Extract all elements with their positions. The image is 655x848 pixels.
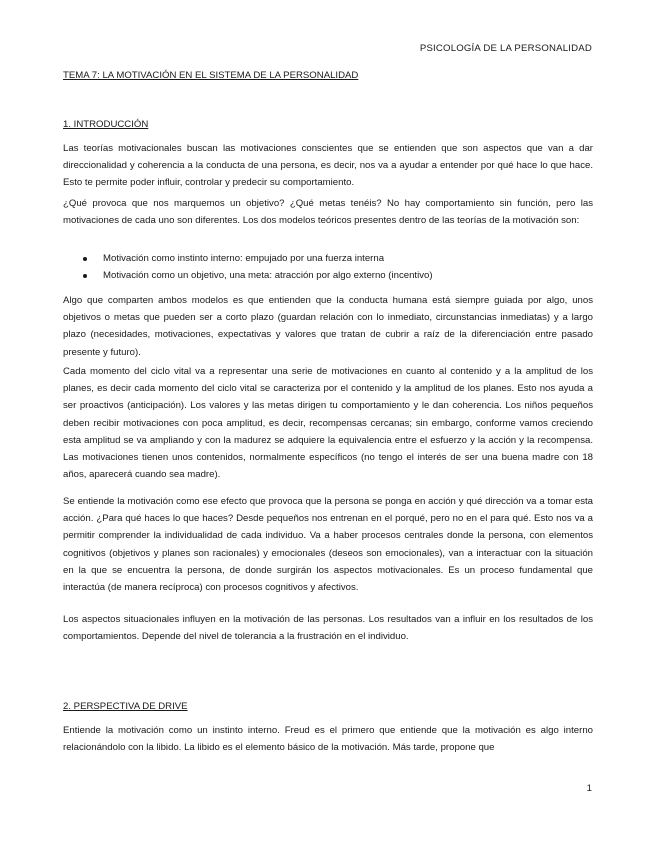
paragraph: ¿Qué provoca que nos marquemos un objetivo? ¿Qué metas tenéis? No hay comportamiento sin función, pero las motivaciones de cada uno son diferentes. Los dos modelos teóricos presentes dentro de las teorías de la motivación son: [63, 198, 593, 227]
paragraph: Se entiende la motivación como ese efecto que provoca que la persona se ponga en acción y qué dirección va a tomar esta acción. ¿Para qué haces lo que haces? Desde pequeños nos entrenan en el porqué, pero no en el para qué. Esto nos va a permitir comprender la individualidad de cada individuo. Va a haber procesos centrales donde la persona, con elementos cognitivos (objetivos y planes son racionales) y emocionales (deseos son emocionales), van a interactuar con la situación en la que se encuentra la persona, de donde surgirán los aspectos motivacionales. Es un proceso fundamental que interactúa (de manera recíproca) con procesos cognitivos y afectivos. [63, 496, 593, 594]
bullet-icon [83, 257, 87, 261]
bullet-list [63, 250, 593, 284]
paragraph: Las teorías motivacionales buscan las motivaciones conscientes que se entienden que son aspectos que van a dar direccionalidad y coherencia a la conducta de una persona, es decir, nos va a ayudar a entender por qué hace lo que hace. Esto te permite poder influir, controlar y predecir su comportamiento. [63, 143, 593, 189]
list-item [63, 267, 593, 284]
bullet-icon [83, 274, 87, 278]
list-item [63, 250, 593, 267]
running-header: PSICOLOGÍA DE LA PERSONALIDAD [419, 43, 592, 54]
section-heading-introduccion: 1. INTRODUCCIÓN [63, 119, 149, 130]
document-title: TEMA 7: LA MOTIVACIÓN EN EL SISTEMA DE LA PERSONALIDAD [63, 70, 359, 81]
paragraph: Algo que comparten ambos modelos es que entienden que la conducta humana está siempre guiada por algo, unos objetivos o metas que pueden ser a corto plazo (guardan relación con lo inmediato, circunstancias inmediatas) y a largo plazo (necesidades, motivaciones, expectativas y valores que tratan de cubrir a raíz de la diferenciación entre pasado presente y futuro). [63, 295, 593, 358]
page-number: 1 [586, 783, 592, 794]
paragraph: Cada momento del ciclo vital va a representar una serie de motivaciones en cuanto al contenido y a la amplitud de los planes, es decir cada momento del ciclo vital se caracteriza por el contenido y la amplitud de los planes. Esto nos ayuda a ser proactivos (anticipación). Los valores y las metas dirigen tu comportamiento y le dan coherencia. Los niños pequeños deben recibir motivaciones con poca amplitud, es decir, recompensas cercanas; sin embargo, conforme vamos creciendo esta amplitud se va ampliando y con la madurez se adquiere la equivalencia entre el esfuerzo y la acción y la recompensa. Las motivaciones tienen unos contenidos, normalmente específicos (no tengo el interés de ser una buena madre con 18 años, aparecerá cuando sea madre). [63, 366, 593, 481]
list-item-text: Motivación como instinto interno: empujado por una fuerza interna [103, 253, 385, 264]
section-heading-perspectiva-drive: 2. PERSPECTIVA DE DRIVE [63, 701, 188, 712]
paragraph: Entiende la motivación como un instinto interno. Freud es el primero que entiende que la motivación es algo interno relacionándolo con la libido. La libido es el elemento básico de la motivación. Más tarde, propone que [63, 725, 593, 754]
list-item-text: Motivación como un objetivo, una meta: atracción por algo externo (incentivo) [103, 270, 433, 282]
paragraph: Los aspectos situacionales influyen en la motivación de las personas. Los resultados van a influir en los resultados de los comportamientos. Depende del nivel de tolerancia a la frustración en el individuo. [63, 614, 593, 643]
